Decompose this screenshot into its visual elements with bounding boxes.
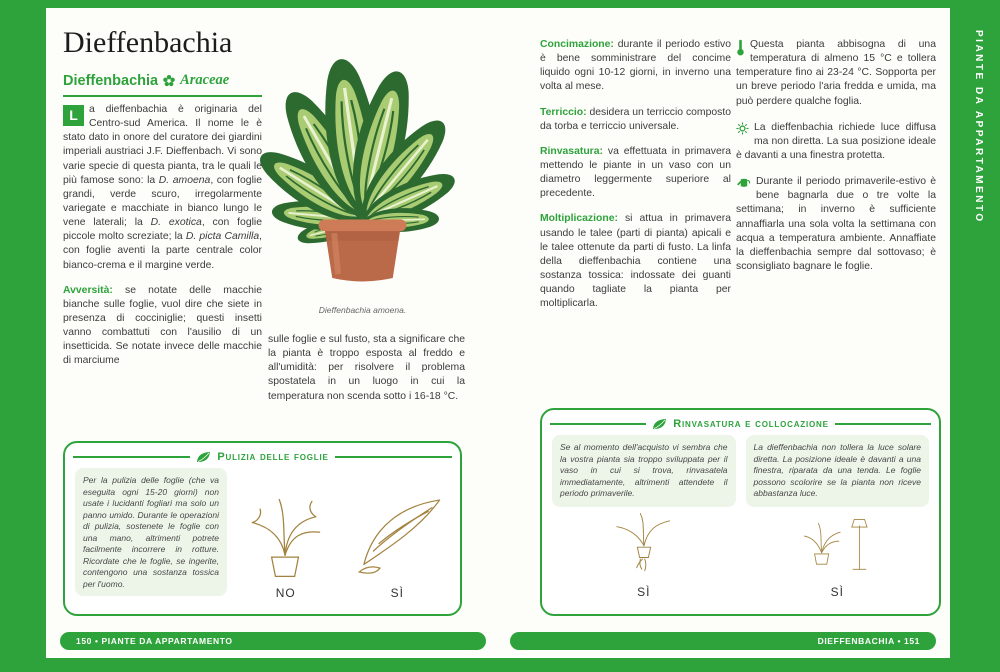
left-column-2 <box>268 333 465 415</box>
box-header <box>550 418 931 430</box>
repotting-sketch <box>594 512 694 578</box>
plant-sketch <box>242 488 330 584</box>
leaf-icon <box>652 418 667 430</box>
page-title: Dieffenbachia <box>63 26 233 59</box>
sun-icon <box>736 122 749 135</box>
adversity-paragraph: Avversità: se notate delle macchie bianche sulle foglie, vuol dire che siete in presenza di cocciniglie; questi insetti vanno combattuti con l'ausilio di un insetticida. Se notate invece delle macchie di marciume <box>63 284 262 367</box>
leaf-hand-sketch <box>345 488 449 584</box>
figure-label: SÌ <box>830 584 844 599</box>
photo-caption: Dieffenbachia amoena. <box>318 305 407 315</box>
drop-cap: L <box>63 105 84 126</box>
box-body <box>542 435 939 605</box>
subtitle-rule <box>63 95 262 97</box>
footer-right: DIEFFENBACHIA • 151 <box>510 632 936 650</box>
plant-photo <box>260 22 465 302</box>
figure-label: NO <box>275 586 296 600</box>
care-paragraph: Moltiplicazione: si attua in primavera usando le talee (parti di pianta) apicali e le talee ottenute da parti di fusto. La linfa della dieffenbachia contiene una sostanza tossica: indossate dei guanti quando tagliate la pianta per moltiplicarla. <box>540 213 731 310</box>
tip-light: La dieffenbachia richiede luce diffusa ma non diretta. La sua posizione ideale è davanti a una finestra protetta. <box>736 121 936 161</box>
box-title: Pulizia delle foglie <box>217 451 329 463</box>
care-paragraph: Concimazione: durante il periodo estivo è bene somministrare del concime liquido ogni 10-12 giorni, in inverno una volta al mese. <box>540 39 731 93</box>
plant-photo-illustration <box>260 22 465 290</box>
watering-can-icon <box>736 176 751 188</box>
adversity-continuation: sulle foglie e sul fusto, sta a significare che la pianta è troppo esposta al freddo e all'umidità: per risolvere il problema spostatela in un luogo in cui la temperatura non scenda sotto i 16-18 °C. <box>268 334 465 402</box>
figure-si <box>345 468 451 600</box>
repotting-column <box>552 435 736 599</box>
subtitle-name: Dieffenbachia <box>63 72 159 89</box>
info-box-rinvasatura <box>540 408 941 616</box>
family-name: Araceae <box>180 72 230 88</box>
figure-no <box>233 468 339 600</box>
tip-watering: Durante il periodo primaverile-estivo è bene bagnarla due o tre volte la settimana; in inverno è sufficiente annaffiarla una sola volta la settimana con acqua a temperatura ambiente. Annaffiate la dieffenbachia sempre dal sottovaso; è sconsigliato bagnare le foglie. <box>736 176 936 272</box>
placement-column <box>746 435 930 599</box>
leaf-icon <box>196 451 211 463</box>
page <box>46 8 950 658</box>
plant-lamp-sketch <box>782 513 892 577</box>
footer-left: 150 • PIANTE DA APPARTAMENTO <box>60 632 486 650</box>
care-paragraph: Terriccio: desidera un terriccio composto da torba e terriccio universale. <box>540 106 732 132</box>
box-title: Rinvasatura e collocazione <box>673 418 829 430</box>
tips-column <box>736 38 936 286</box>
box-header <box>73 451 452 463</box>
box-text: La dieffenbachia non tollera la luce solare diretta. La posizione ideale è davanti a una finestra, riparata da una tenda. Le foglie possono scolorire se la pianta non riceve abbastanza luce. <box>746 435 930 507</box>
figure-label: SÌ <box>637 584 651 599</box>
left-column <box>63 103 262 380</box>
intro-paragraph: L a dieffenbachia è originaria del Centro-sud America. Il nome le è stato dato in onore del curatore dei giardini imperiali austriaci J.F. Dieffenbach. Vi sono varie specie di questa pianta, tra le quali le più famose sono: la D. amoena, con foglie grandi, verde scuro, irregolarmente variegate e macchiate in bianco lungo le vene laterali; la D. exotica, con foglie piccole molto screziate; la D. picta Camilla, con foglie aventi la parte centrale color bianco-crema e il margine verde. <box>63 104 262 271</box>
side-tab: PIANTE DA APPARTAMENTO <box>973 30 984 224</box>
figure-label: SÌ <box>390 586 404 600</box>
info-box-pulizia <box>63 441 462 616</box>
tip-temperature: Questa pianta abbisogna di una temperatura di almeno 15 °C e tollera temperature fino ai 23-24 °C. Sopporta per un breve periodo l'aria fredda e umida, ma può perdere qualche foglia. <box>736 39 936 107</box>
subtitle <box>63 72 229 89</box>
paragraph-label: Avversità: <box>63 284 113 296</box>
flower-icon <box>163 75 175 87</box>
care-paragraph: Rinvasatura: va effettuata in primavera mettendo le piante in un vaso con un diametro leggermente superiore al precedente. <box>540 145 732 200</box>
box-text: Se al momento dell'acquisto vi sembra che la vostra pianta sia troppo sviluppata per il vaso in cui si trova, rinvasatela immediatamente, altrimenti attendete il periodo primaverile. <box>552 435 736 507</box>
care-column <box>540 38 731 322</box>
thermometer-icon <box>736 39 745 56</box>
box-body <box>65 468 460 606</box>
box-text: Per la pulizia delle foglie (che va eseguita ogni 15-20 giorni) non usate i lucidanti fogliari ma solo un panno umido. Durante le operazioni di pulizia, sostenete le foglie con una mano, altrimenti potrete facilmente incorrere in rotture. Ricordate che le foglie, se ingerite, contengono una sostanza tossica per l'uomo. <box>75 468 227 596</box>
